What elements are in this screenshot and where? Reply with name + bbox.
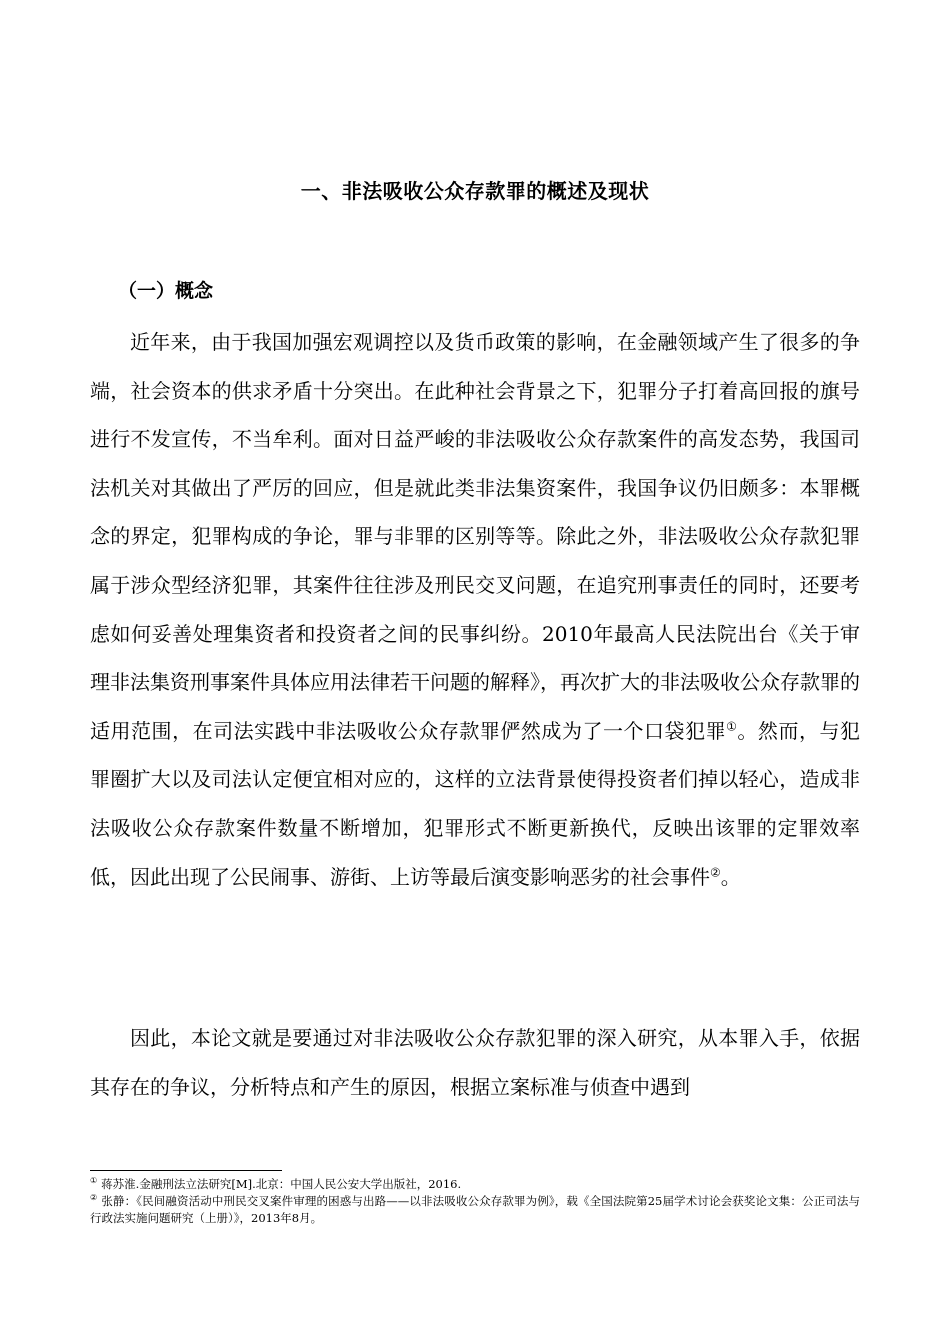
footnote-2-text: 张静：《民间融资活动中刑民交叉案件审理的困惑与出路——以非法吸收公众存款罪为例》，载《全国法院第25届学术讨论会获奖论文集：公正司法与行政法实施问题研究（上册）》，2013年8月。 [90,1194,860,1225]
footnote-1 [90,1176,860,1193]
chapter-title: 一、非法吸收公众存款罪的概述及现状 [300,179,650,203]
footnote-2 [90,1193,860,1227]
footnote-separator [90,1170,282,1171]
body-paragraph-1 [90,318,860,901]
paragraph-1-text-b: 。然而，与犯罪圈扩大以及司法认定便宜相对应的，这样的立法背景使得投资者们掉以轻心，造成非法吸收公众存款案件数量不断增加，犯罪形式不断更新换代，反映出该罪的定罪效率低，因此出现了公民闹事、游街、上访等最后演变影响恶劣的社会事件 [90,718,861,889]
footnote-ref-1[interactable]: ① [726,719,738,734]
paragraph-1-text-a: 近年来，由于我国加强宏观调控以及货币政策的影响，在金融领域产生了很多的争端，社会资本的供求矛盾十分突出。在此种社会背景之下，犯罪分子打着高回报的旗号进行不发宣传，不当牟利。面对日益严峻的非法吸收公众存款案件的高发态势，我国司法机关对其做出了严厉的回应，但是就此类非法集资案件，我国争议仍旧颇多：本罪概念的界定，犯罪构成的争论，罪与非罪的区别等等。除此之外，非法吸收公众存款犯罪属于涉众型经济犯罪，其案件往往涉及刑民交叉问题，在追究刑事责任的同时，还要考虑如何妥善处理集资者和投资者之间的民事纠纷。2010年最高人民法院出台《关于审理非法集资刑事案件具体应用法律若干问题的解释》，再次扩大的非法吸收公众存款罪的适用范围，在司法实践中非法吸收公众存款罪俨然成为了一个口袋犯罪 [90,330,860,743]
footnote-1-mark: ① [90,1176,98,1186]
section-heading: （一）概念 [118,280,214,302]
body-paragraph-2: 因此，本论文就是要通过对非法吸收公众存款犯罪的深入研究，从本罪入手，依据其存在的争议，分析特点和产生的原因，根据立案标准与侦查中遇到 [90,1026,860,1099]
footnote-ref-2[interactable]: ② [710,864,721,879]
paragraph-1-text-c: 。 [720,864,741,889]
footnote-1-text: 蒋苏淮.金融刑法立法研究[M].北京：中国人民公安大学出版社，2016. [101,1177,462,1191]
footnote-2-mark: ② [90,1193,98,1203]
footnotes [90,1176,860,1227]
